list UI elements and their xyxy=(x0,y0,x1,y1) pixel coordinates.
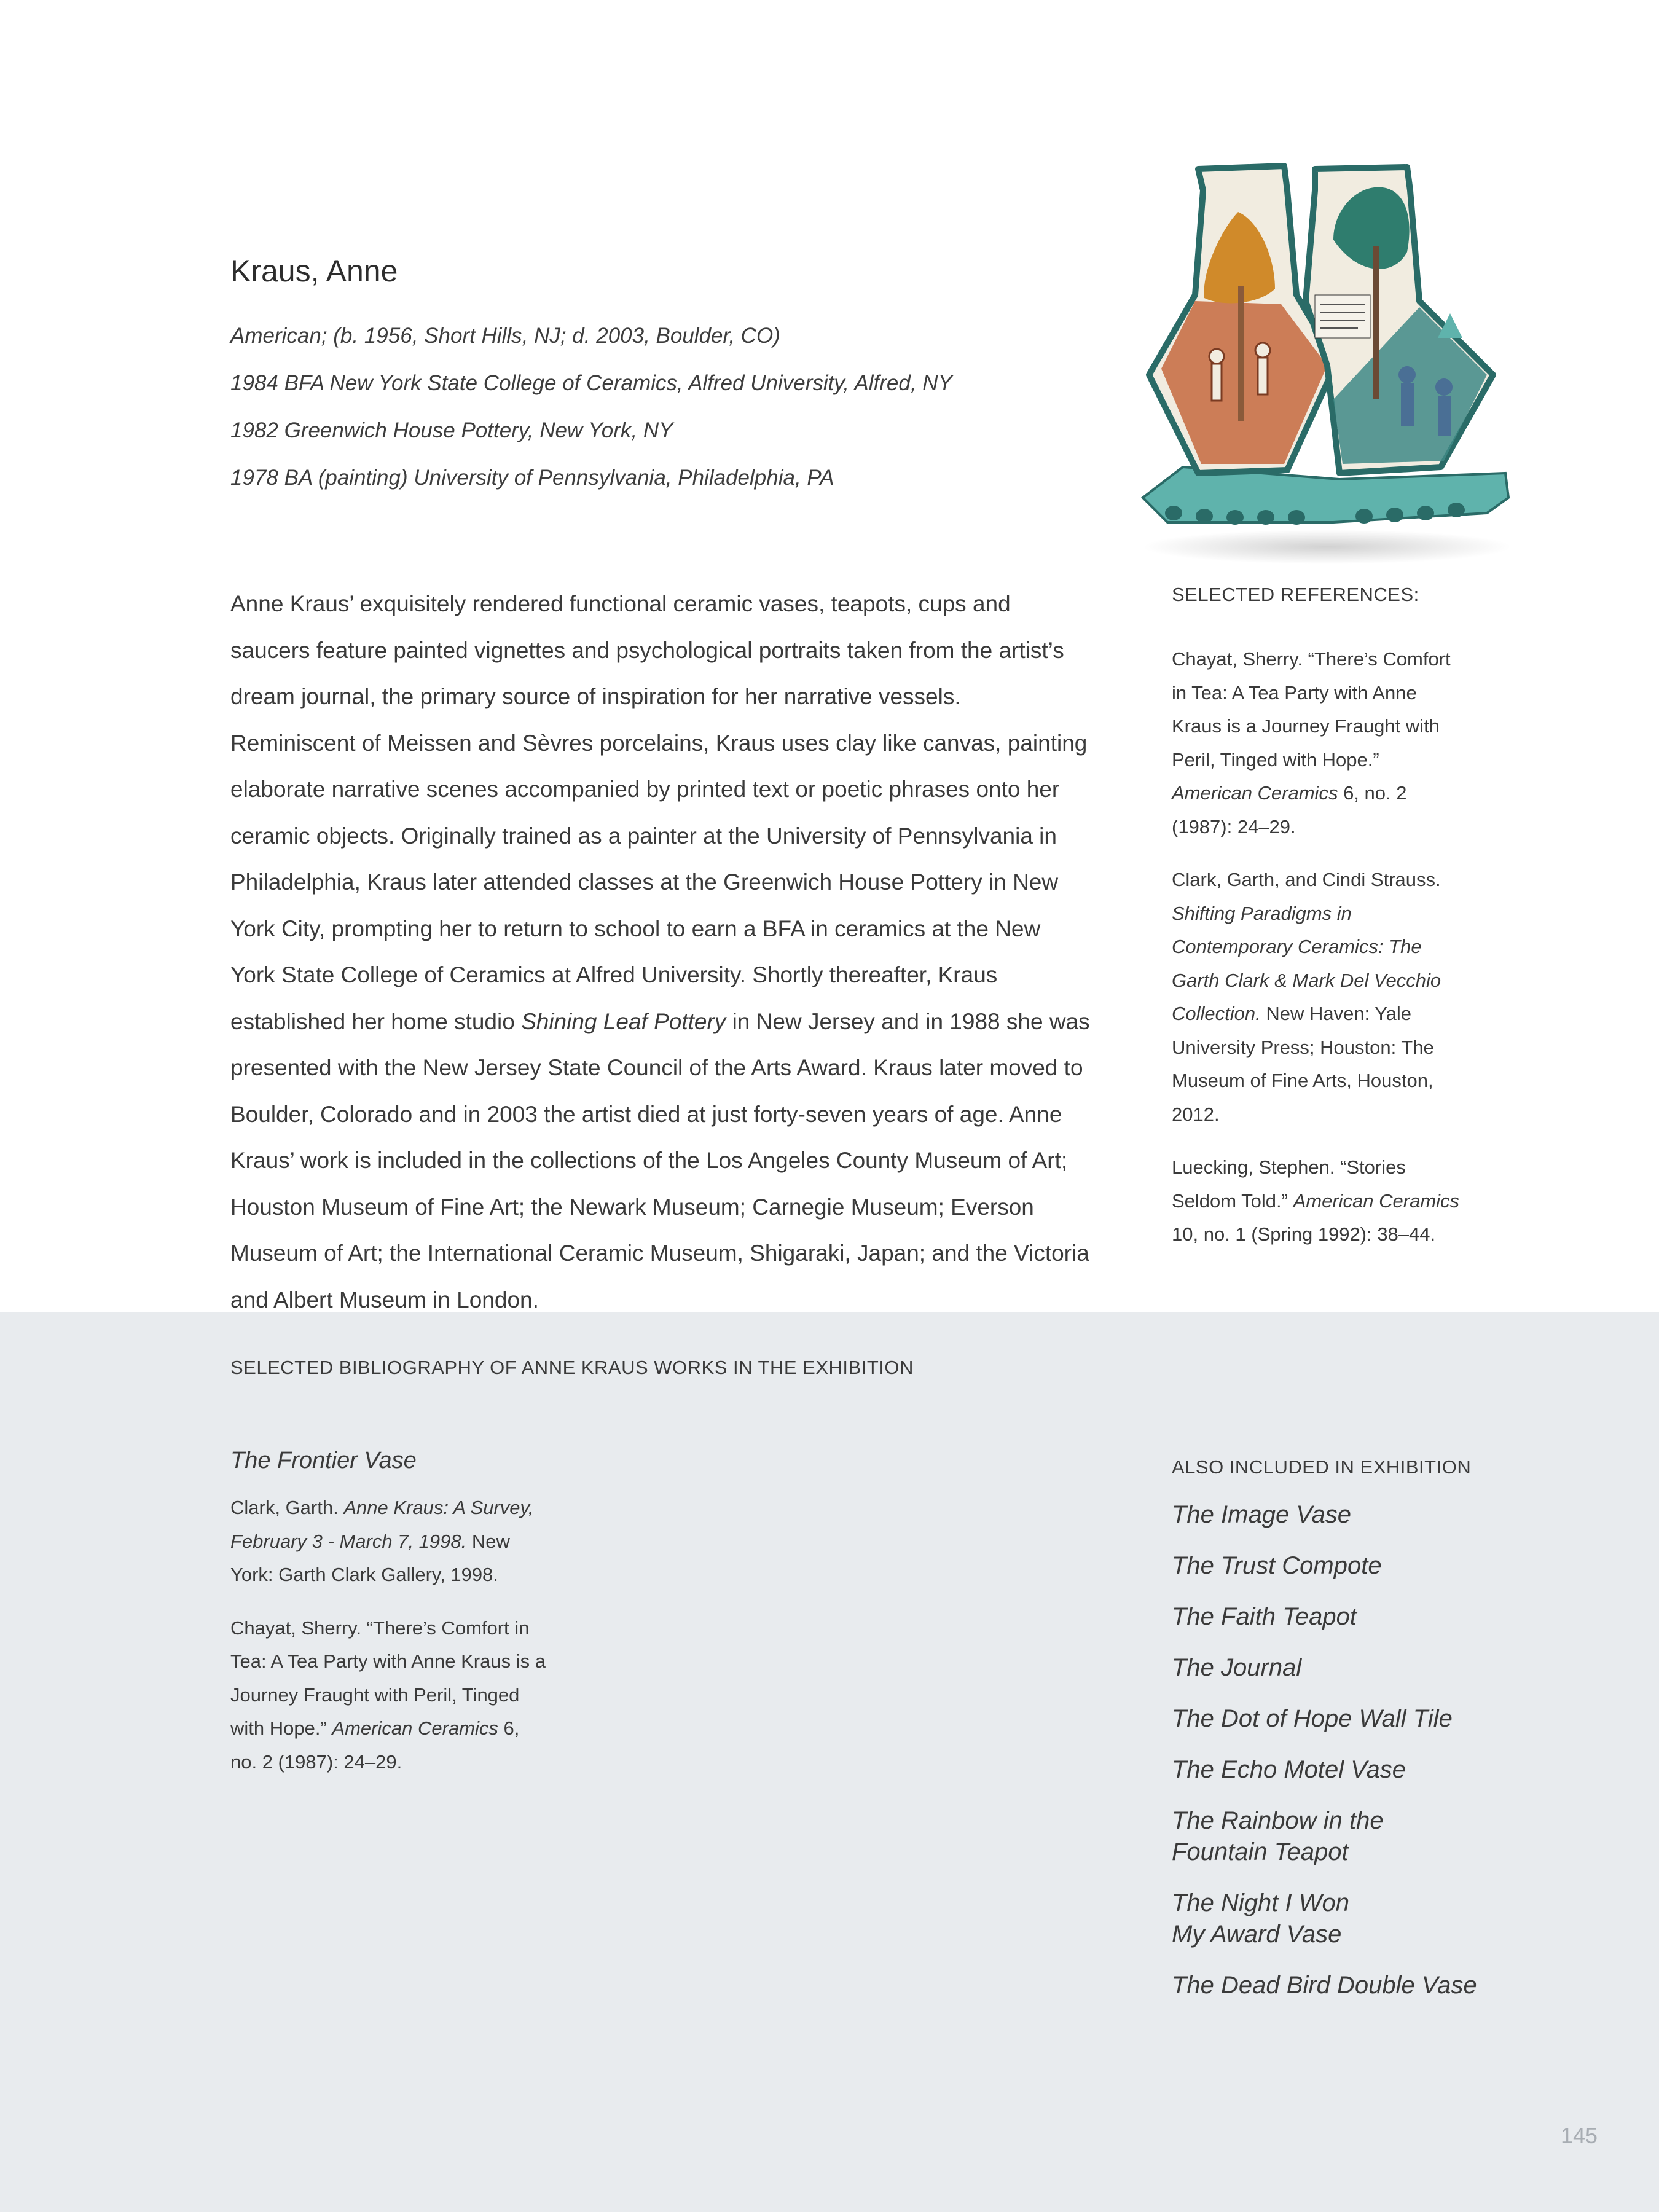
page-number: 145 xyxy=(1561,2123,1598,2148)
exhibition-work-item: The Night I Won My Award Vase xyxy=(1172,1889,1350,1948)
artist-name: Kraus, Anne xyxy=(230,254,398,288)
also-included-list xyxy=(1172,1499,1602,2021)
bibliography-entries xyxy=(230,1491,550,1798)
reference-entry: Clark, Garth, and Cindi Strauss. Shifting Paradigms in Contemporary Ceramics: The Garth Clark & Mark Del Vecchio Collection. New Haven: Yale University Press; Houston: The Museum of Fine Arts, Houston, 2012. xyxy=(1172,869,1441,1125)
exhibition-work-item: The Echo Motel Vase xyxy=(1172,1756,1406,1783)
reference-entry: Luecking, Stephen. “Stories Seldom Told.” American Ceramics 10, no. 1 (Spring 1992): 38–44. xyxy=(1172,1156,1460,1245)
exhibition-work-item: The Image Vase xyxy=(1172,1501,1352,1528)
exhibition-work-item: The Faith Teapot xyxy=(1172,1603,1357,1630)
biography-paragraph xyxy=(230,581,1091,1323)
also-included-heading: ALSO INCLUDED IN EXHIBITION xyxy=(1172,1456,1472,1478)
work-title: The Frontier Vase xyxy=(230,1448,417,1473)
biography-studio-name: Shining Leaf Pottery xyxy=(521,1008,726,1034)
exhibition-work-item: The Dot of Hope Wall Tile xyxy=(1172,1705,1453,1732)
exhibition-work-item: The Journal xyxy=(1172,1654,1302,1681)
artist-nationality-line: American; (b. 1956, Short Hills, NJ; d. 2003, Boulder, CO) xyxy=(230,324,780,348)
biography-text-part2: in New Jersey and in 1988 she was presented with the New Jersey State Council of the Arts Award. Kraus later moved to Boulder, Colorado and in 2003 the artist died at just forty-seven years of age. Anne Kraus’ work is included in the collections of the Los Angeles County Museum of Art; Houston Museum of Fine Art; the Newark Museum; Carnegie Museum; Everson Museum of Art; the International Ceramic Museum, Shigaraki, Japan; and the Victoria and Albert Museum in London. xyxy=(230,1008,1090,1312)
exhibition-work-item: The Trust Compote xyxy=(1172,1552,1382,1579)
references-heading: SELECTED REFERENCES: xyxy=(1172,584,1419,605)
education-line-greenwich: 1982 Greenwich House Pottery, New York, NY xyxy=(230,418,673,442)
double-vase-image xyxy=(1131,154,1530,571)
reference-entry: Chayat, Sherry. “There’s Comfort in Tea: A Tea Party with Anne Kraus is a Journey Fraught with Peril, Tinged with Hope.” American Ceramics 6, no. 2 (1987): 24–29. xyxy=(1172,648,1451,837)
bibliography-heading: SELECTED BIBLIOGRAPHY OF ANNE KRAUS WORKS IN THE EXHIBITION xyxy=(230,1357,914,1378)
exhibition-work-item: The Rainbow in the Fountain Teapot xyxy=(1172,1807,1384,1865)
bibliography-entry: Clark, Garth. Anne Kraus: A Survey, February 3 - March 7, 1998. New York: Garth Clark Gallery, 1998. xyxy=(230,1497,534,1585)
selected-references xyxy=(1172,584,1461,1271)
education-line-bfa: 1984 BFA New York State College of Ceramics, Alfred University, Alfred, NY xyxy=(230,371,952,395)
education-line-ba: 1978 BA (painting) University of Pennsylvania, Philadelphia, PA xyxy=(230,466,834,490)
biography-text-part1: Anne Kraus’ exquisitely rendered functional ceramic vases, teapots, cups and saucers feature painted vignettes and psychological portraits taken from the artist’s dream journal, the primary source of inspiration for her narrative vessels. Reminiscent of Meissen and Sèvres porcelains, Kraus uses clay like canvas, painting elaborate narrative scenes accompanied by printed text or poetic phrases onto her ceramic objects. Originally trained as a painter at the University of Pennsylvania in Philadelphia, Kraus later attended classes at the Greenwich House Pottery in New York City, prompting her to return to school to earn a BFA in ceramics at the New York State College of Ceramics at Alfred University. Shortly thereafter, Kraus established her home studio xyxy=(230,591,1088,1034)
bibliography-entry: Chayat, Sherry. “There’s Comfort in Tea: A Tea Party with Anne Kraus is a Journey Fraught with Peril, Tinged with Hope.” American Ceramics 6, no. 2 (1987): 24–29. xyxy=(230,1617,546,1773)
exhibition-work-item: The Dead Bird Double Vase xyxy=(1172,1972,1477,1999)
